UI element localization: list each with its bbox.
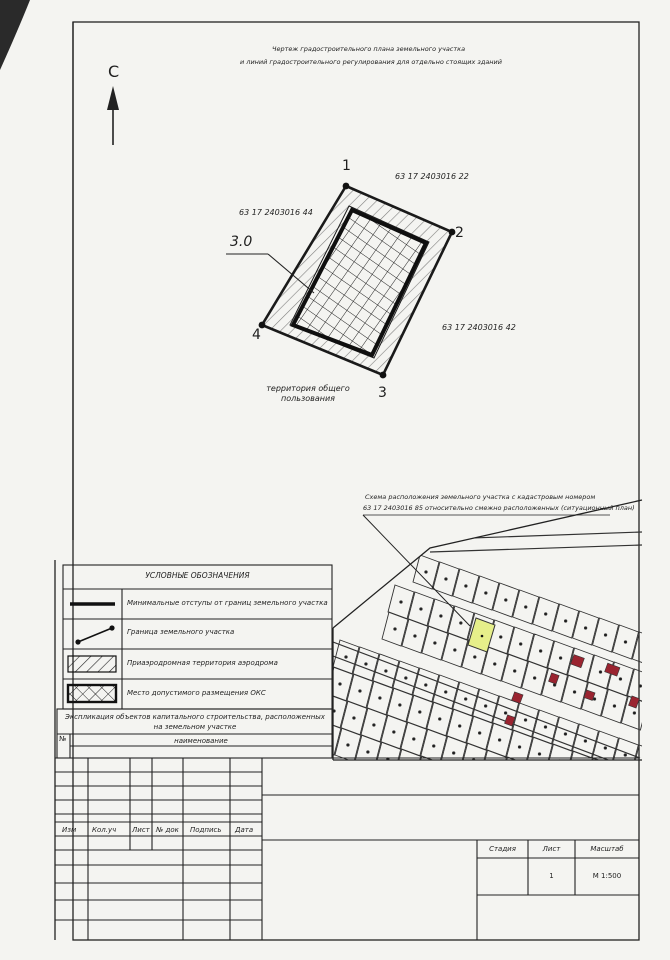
parcel-point — [447, 779, 449, 781]
tb-sheet-value: 1 — [549, 872, 554, 880]
neighbor-parcel — [580, 785, 606, 819]
parcel-point — [465, 698, 467, 700]
parcel-point — [612, 808, 614, 810]
legend-symbol-placement — [68, 685, 116, 702]
parcel-point — [518, 746, 520, 748]
legend-item-boundary: Граница земельного участка — [127, 628, 235, 636]
parcel-point — [520, 643, 522, 645]
parcel-point — [538, 753, 540, 755]
parcel-point — [524, 719, 526, 721]
parcel-point — [525, 606, 527, 608]
parcel-point — [465, 585, 467, 587]
neighbor-parcel — [586, 758, 612, 792]
neighbor-parcel — [515, 791, 541, 825]
parcel-point — [624, 754, 626, 756]
parcel-point — [532, 780, 534, 782]
situation-plan — [315, 532, 658, 860]
neighbor-parcel — [546, 744, 572, 778]
parcel-point — [512, 773, 514, 775]
neighbor-ne-label: 63 17 2403016 22 — [395, 172, 469, 181]
tb-header-list: Лист — [132, 826, 150, 834]
legend-item-placement: Место допустимого размещения ОКС — [127, 689, 266, 697]
parcel-point — [500, 636, 502, 638]
parcel-point — [504, 712, 506, 714]
legend-title: УСЛОВНЫЕ ОБОЗНАЧЕНИЯ — [145, 571, 250, 580]
parcel-point — [544, 726, 546, 728]
parcel-point — [466, 786, 468, 788]
parcel-point — [559, 657, 561, 659]
parcel-point — [578, 767, 580, 769]
neighbor-parcel — [554, 805, 580, 839]
neighbor-parcel — [566, 751, 592, 785]
explication-col-name: наименование — [174, 737, 228, 745]
parcel-point — [573, 691, 575, 693]
parcel-point — [365, 663, 367, 665]
neighbor-parcel — [435, 763, 461, 797]
neighbor-parcel — [395, 749, 421, 783]
neighbor-parcel — [574, 812, 600, 846]
tb-header-sign: Подпись — [190, 826, 222, 834]
parcel-point — [626, 842, 628, 844]
parcel-point — [533, 677, 535, 679]
neighbor-parcel — [540, 771, 566, 805]
buildings — [505, 655, 640, 726]
parcel-point — [460, 622, 462, 624]
parcel-point — [399, 704, 401, 706]
parcel-point — [373, 724, 375, 726]
neighbor-parcel — [495, 784, 521, 818]
parcel-point — [345, 656, 347, 658]
vertex-1 — [343, 183, 350, 190]
parcel-point — [545, 613, 547, 615]
parcel-point — [484, 705, 486, 707]
vertex-label-2: 2 — [455, 225, 464, 241]
parcel-point — [425, 684, 427, 686]
parcel-point — [494, 663, 496, 665]
parcel-point — [385, 670, 387, 672]
parcel-point — [434, 642, 436, 644]
drawing-title-line2: и линий градостроительного регулирования для отдельно стоящих зданий — [240, 58, 503, 66]
parcel-point — [592, 801, 594, 803]
parcel-point — [564, 620, 566, 622]
neighbor-parcel — [606, 765, 632, 799]
legend-symbol-airport — [68, 656, 116, 672]
neighbor-se-label: 63 17 2403016 42 — [442, 323, 516, 332]
parcel-point — [604, 747, 606, 749]
parcel-point — [639, 685, 641, 687]
parcel-point — [606, 835, 608, 837]
legend-item-setback: Минимальные отступы от границ земельного участка — [127, 599, 328, 607]
parcel-point — [453, 752, 455, 754]
sheet-frame — [73, 22, 639, 940]
parcel-point — [459, 725, 461, 727]
parcel-point — [393, 731, 395, 733]
neighbor-parcel — [415, 756, 441, 790]
parcel-point — [506, 800, 508, 802]
parcel-point — [433, 745, 435, 747]
parcel-point — [439, 718, 441, 720]
parcel-point — [599, 671, 601, 673]
neighbor-parcel — [614, 826, 640, 860]
parcel-point — [367, 751, 369, 753]
parcel-point — [414, 635, 416, 637]
parcel-point — [440, 615, 442, 617]
public-area-label: территория общего пользования — [266, 384, 350, 403]
neighbor-parcel — [620, 799, 646, 833]
parcel-point — [584, 740, 586, 742]
parcel-point — [419, 711, 421, 713]
north-label: С — [108, 62, 120, 81]
parcel-point — [427, 772, 429, 774]
legend-item-airport: Приаэродромная территория аэродрома — [127, 659, 278, 667]
legend-symbol-boundary — [75, 625, 114, 644]
neighbor-parcel — [534, 798, 560, 832]
parcel-point — [405, 677, 407, 679]
parcel-point — [552, 787, 554, 789]
parcel-point — [353, 717, 355, 719]
parcel-point — [546, 814, 548, 816]
tb-scale-label: Масштаб — [590, 845, 624, 853]
vertex-label-1: 1 — [342, 158, 351, 174]
scan-shadow — [0, 0, 30, 70]
parcel-point — [564, 733, 566, 735]
parcel-point — [454, 649, 456, 651]
neighbor-parcel — [632, 745, 658, 779]
explication-col-number: № — [59, 735, 67, 743]
parcel-point — [566, 821, 568, 823]
parcel-point — [633, 712, 635, 714]
parcel-point — [539, 650, 541, 652]
parcel-point — [584, 627, 586, 629]
tb-scale-value: М 1:500 — [592, 872, 622, 880]
parcel-point — [593, 698, 595, 700]
parcel-point — [505, 599, 507, 601]
neighbor-nw-label: 63 17 2403016 44 — [239, 208, 313, 217]
parcel-point — [604, 634, 606, 636]
neighbor-parcel — [475, 777, 501, 811]
parcel-point — [339, 683, 341, 685]
parcel-point — [445, 691, 447, 693]
parcel-point — [478, 732, 480, 734]
parcel-point — [394, 628, 396, 630]
parcel-point — [644, 761, 646, 763]
drawing-title-line1: Чертеж градостроительного плана земельного участка — [272, 45, 466, 53]
neighbor-parcel — [501, 757, 527, 791]
explication-title: Экспликация объектов капитального строительства, расположенных на земельном участке — [65, 713, 325, 731]
parcel-point — [485, 592, 487, 594]
neighbor-parcel — [632, 632, 658, 666]
parcel-point — [379, 697, 381, 699]
parcel-point — [644, 648, 646, 650]
parcel-point — [526, 807, 528, 809]
parcel-point — [632, 815, 634, 817]
parcel-point — [618, 781, 620, 783]
caption-leader — [363, 515, 470, 626]
parcel-point — [347, 744, 349, 746]
neighbor-parcel — [521, 764, 547, 798]
vertex-3 — [380, 372, 387, 379]
neighbor-parcel — [481, 750, 507, 784]
tb-stage-label: Стадия — [489, 845, 516, 853]
vertex-label-3: 3 — [378, 385, 387, 401]
parcel-point — [420, 608, 422, 610]
situation-caption-line2: 63 17 2403016 85 относительно смежно расположенных (ситуационный план) — [363, 504, 635, 512]
parcel-point — [445, 578, 447, 580]
parcel-point — [413, 738, 415, 740]
parcel-point — [474, 656, 476, 658]
parcel-point — [619, 678, 621, 680]
tb-sheet-label: Лист — [542, 845, 561, 853]
tb-header-date: Дата — [235, 826, 254, 834]
north-arrow-icon — [107, 86, 119, 145]
tb-header-izm: Изм — [62, 826, 77, 834]
parcel-point — [514, 670, 516, 672]
neighbor-parcel — [600, 792, 626, 826]
parcel-point — [492, 766, 494, 768]
tb-header-doc: № док — [156, 826, 179, 834]
parcel-point — [425, 571, 427, 573]
parcel-point — [624, 641, 626, 643]
tb-header-kolvo: Кол.уч — [92, 826, 117, 834]
parcel-point — [586, 828, 588, 830]
parcel-point — [400, 601, 402, 603]
parcel-point — [498, 739, 500, 741]
parcel-point — [359, 690, 361, 692]
neighbor-parcel — [455, 770, 481, 804]
parcel-point — [613, 705, 615, 707]
parcel-point — [598, 774, 600, 776]
parcel-point — [407, 765, 409, 767]
setback-label: 3.0 — [230, 234, 253, 250]
vertex-label-4: 4 — [252, 327, 261, 343]
situation-caption-line1: Схема расположения земельного участка с кадастровым номером — [365, 493, 596, 501]
